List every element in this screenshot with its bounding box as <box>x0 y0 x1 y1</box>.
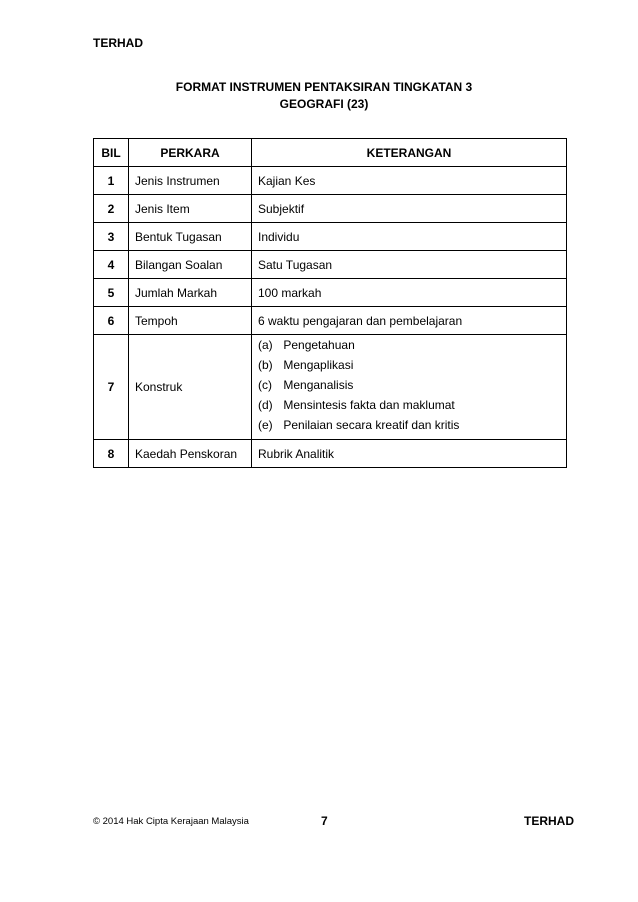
list-item-label: (e) <box>258 418 273 432</box>
row-keterangan: Rubrik Analitik <box>252 440 567 468</box>
construct-list <box>258 335 560 435</box>
page-number: 7 <box>321 814 328 828</box>
table-row <box>94 167 567 195</box>
column-header-keterangan: KETERANGAN <box>252 139 567 167</box>
row-keterangan: Satu Tugasan <box>252 251 567 279</box>
list-item-label: (a) <box>258 338 273 352</box>
list-item-text: Pengetahuan <box>283 338 355 352</box>
classification-header: TERHAD <box>93 36 143 50</box>
row-bil: 8 <box>94 440 129 468</box>
list-item <box>258 355 560 375</box>
list-item-label: (b) <box>258 358 273 372</box>
row-keterangan: Kajian Kes <box>252 167 567 195</box>
row-perkara: Jenis Item <box>129 195 252 223</box>
list-item <box>258 335 560 355</box>
list-item-label: (c) <box>258 378 272 392</box>
row-keterangan: Individu <box>252 223 567 251</box>
list-item <box>258 375 560 395</box>
table-row-construct <box>94 335 567 440</box>
copyright-notice: © 2014 Hak Cipta Kerajaan Malaysia <box>93 816 249 827</box>
column-header-perkara: PERKARA <box>129 139 252 167</box>
row-bil: 6 <box>94 307 129 335</box>
column-header-bil: BIL <box>94 139 129 167</box>
table-row <box>94 195 567 223</box>
row-perkara: Konstruk <box>129 335 252 440</box>
row-bil: 2 <box>94 195 129 223</box>
row-perkara: Jenis Instrumen <box>129 167 252 195</box>
row-bil: 1 <box>94 167 129 195</box>
list-item-text: Menganalisis <box>283 378 354 392</box>
list-item <box>258 395 560 415</box>
list-item-text: Mensintesis fakta dan maklumat <box>283 398 455 412</box>
table-row <box>94 223 567 251</box>
row-keterangan: 6 waktu pengajaran dan pembelajaran <box>252 307 567 335</box>
row-keterangan: Subjektif <box>252 195 567 223</box>
table-row <box>94 440 567 468</box>
table-row <box>94 307 567 335</box>
classification-footer: TERHAD <box>524 814 574 828</box>
row-bil: 5 <box>94 279 129 307</box>
table-row <box>94 279 567 307</box>
row-perkara: Bilangan Soalan <box>129 251 252 279</box>
document-title: FORMAT INSTRUMEN PENTAKSIRAN TINGKATAN 3 <box>175 80 473 94</box>
list-item-text: Penilaian secara kreatif dan kritis <box>283 418 460 432</box>
assessment-format-table <box>93 138 567 468</box>
table-header-row <box>94 139 567 167</box>
row-bil: 3 <box>94 223 129 251</box>
list-item-text: Mengaplikasi <box>283 358 354 372</box>
row-perkara: Tempoh <box>129 307 252 335</box>
row-keterangan: 100 markah <box>252 279 567 307</box>
row-perkara: Kaedah Penskoran <box>129 440 252 468</box>
list-item <box>258 415 560 435</box>
row-bil: 4 <box>94 251 129 279</box>
table-row <box>94 251 567 279</box>
row-perkara: Bentuk Tugasan <box>129 223 252 251</box>
construct-cell <box>252 335 567 440</box>
list-item-label: (d) <box>258 398 273 412</box>
row-perkara: Jumlah Markah <box>129 279 252 307</box>
subject-title: GEOGRAFI (23) <box>279 97 369 111</box>
row-bil: 7 <box>94 335 129 440</box>
